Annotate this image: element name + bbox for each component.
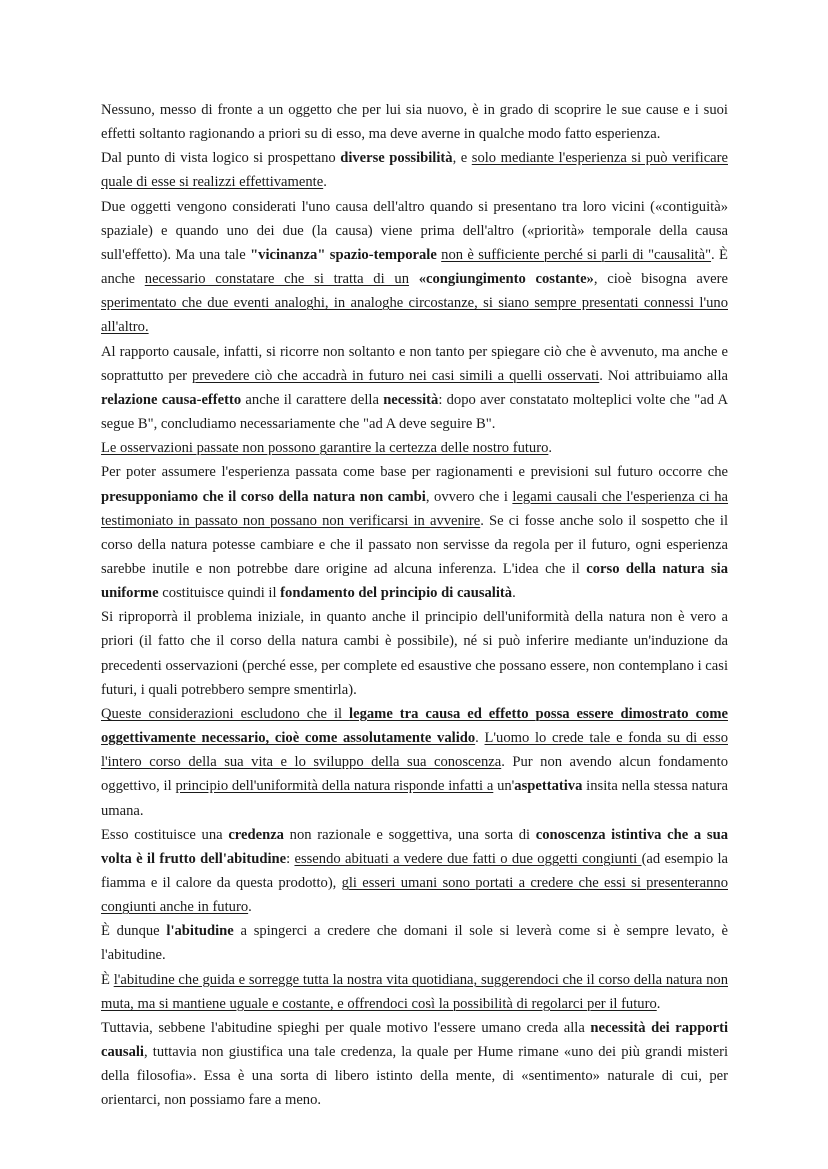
paragraph — [101, 919, 728, 967]
text-run: (ad esempio la fiamma e il calore da questa prodotto), — [101, 850, 728, 891]
text-run: , e — [452, 150, 472, 167]
emphasis-underlined-text: legame tra causa ed effetto possa essere dimostrato come oggettivamente necessario, cioè come assolutamente valido — [101, 705, 728, 747]
underlined-text: non è sufficiente perché si parli di "causalità" — [441, 246, 712, 263]
bold-text: aspettativa — [514, 778, 583, 795]
underlined-text: L'uomo lo crede tale e fonda su di esso l'intero corso della sua vita e lo sviluppo della sua conoscenza — [101, 730, 728, 771]
underlined-text: principio dell'uniformità della natura risponde infatti a — [175, 778, 494, 795]
text-run: : dopo aver constatato molteplici volte che "ad A segue B", concludiamo necessariamente che "ad A deve seguire B". — [101, 391, 729, 433]
text-run: . — [248, 899, 252, 916]
text-run: Si riproporrà il problema iniziale, in quanto anche il principio dell'uniformità della natura non è vero a priori (il fatto che il corso della natura cambi è possibile), né si può inferire mediante un'induzione da precedenti osservazioni (perché esse, per complete ed esaustive che possano essere, non contemplano i casi futuri, i quali potrebbero sempre smentirla). — [101, 609, 728, 698]
text-run: . — [475, 730, 485, 747]
paragraph — [101, 436, 728, 460]
underlined-text: legami causali che l'esperienza ci ha testimoniato in passato non possano non verificarsi in avvenire — [101, 488, 729, 529]
text-run: Nessuno, messo di fronte a un oggetto che per lui sia nuovo, è in grado di scoprire le sue cause e i suoi effetti soltanto ragionando a priori su di esso, ma deve averne in qualche modo fatto esperienza. — [101, 102, 728, 143]
paragraph — [101, 195, 728, 340]
text-run: . — [323, 174, 327, 191]
paragraph — [101, 702, 728, 823]
paragraph — [101, 823, 728, 920]
text-body — [101, 98, 728, 1113]
bold-text: "vicinanza" spazio-temporale — [250, 246, 437, 263]
text-run: Dal punto di vista logico si prospettano — [101, 150, 341, 167]
underlined-text: necessario constatare che si tratta di un — [144, 271, 409, 288]
underlined-text: essendo abituati a vedere due fatti o due oggetti congiunti — [294, 850, 642, 867]
text-run: : — [286, 850, 295, 867]
bold-text: presupponiamo che il corso della natura non cambi — [101, 488, 426, 505]
text-run: Per poter assumere l'esperienza passata come base per ragionamenti e previsioni sul futuro occorre che — [101, 464, 728, 481]
underlined-text: gli esseri umani sono portati a credere che essi si presenteranno congiunti anche in futuro — [101, 875, 728, 916]
underlined-text: l'abitudine che guida e sorregge tutta la nostra vita quotidiana, suggerendoci che il corso della natura non muta, ma si mantiene uguale e costante, e offrendoci così la possibilità di regolarci per il futuro — [101, 971, 728, 1012]
text-run: È dunque — [101, 923, 167, 940]
text-run: Due oggetti vengono considerati l'uno causa dell'altro quando si presentano tra loro vicini («contiguità» spaziale) e quando uno dei due (la causa) viene prima dell'altro («priorità» temporale della causa sull'effetto). Ma una tale — [101, 198, 728, 263]
underlined-text: Queste considerazioni escludono che il — [101, 705, 350, 722]
text-run: . Se ci fosse anche solo il sospetto che il corso della natura potesse cambiare e che il passato non servisse da regola per il futuro, ogni esperienza sarebbe inutile e non potrebbe dare origine ad alcuna inferenza. L'idea che il — [101, 512, 728, 577]
bold-text: diverse possibilità — [340, 150, 453, 167]
underlined-text: sperimentato che due eventi analoghi, in analoghe circostanze, si siano sempre presentati connessi l'uno all'altro. — [101, 295, 728, 336]
text-run: un' — [493, 778, 515, 795]
text-run: Esso costituisce una — [101, 826, 229, 843]
paragraph — [101, 968, 728, 1016]
bold-text: corso della natura sia uniforme — [101, 560, 728, 602]
paragraph — [101, 605, 728, 702]
text-run: , tuttavia non giustifica una tale credenza, la quale per Hume rimane «uno dei più grandi misteri della filosofia». Essa è una sorta di libero istinto della mente, di «sentimento» naturale di cui, per orientarci, non possiamo fare a meno. — [101, 1044, 728, 1109]
bold-text: fondamento del principio di causalità — [280, 585, 513, 602]
paragraph — [101, 98, 728, 146]
text-run: , cioè bisogna avere — [593, 271, 728, 288]
underlined-text: Le osservazioni passate non possono garantire la certezza delle nostro futuro — [101, 440, 549, 457]
text-run: a spingerci a credere che domani il sole si leverà come si è sempre levato, è l'abitudine. — [101, 923, 728, 964]
text-run: È — [101, 971, 114, 988]
bold-text: conoscenza istintiva che a sua volta è il frutto dell'abitudine — [101, 826, 728, 867]
text-run: , ovvero che i — [425, 488, 513, 505]
bold-text: relazione causa-effetto — [101, 391, 242, 408]
paragraph — [101, 1016, 728, 1113]
bold-text: necessità dei rapporti causali — [101, 1019, 728, 1061]
underlined-text: prevedere ciò che accadrà in futuro nei casi simili a quelli osservati — [192, 367, 600, 384]
text-run: Al rapporto causale, infatti, si ricorre non soltanto e non tanto per spiegare ciò che è avvenuto, ma anche e soprattutto per — [101, 343, 728, 384]
text-run: Tuttavia, sebbene l'abitudine spieghi per quale motivo l'essere umano creda alla — [101, 1019, 591, 1036]
text-run: . — [548, 440, 553, 457]
text-run: . Pur non avendo alcun fondamento oggettivo, il — [101, 754, 728, 795]
text-run: insita nella stessa natura umana. — [101, 778, 728, 819]
bold-text: credenza — [228, 826, 284, 843]
text-run — [409, 271, 419, 287]
text-run: anche il carattere della — [241, 391, 384, 408]
text-run: . Noi attribuiamo alla — [599, 367, 728, 384]
text-run: non razionale e soggettiva, una sorta di — [283, 826, 536, 843]
paragraph — [101, 146, 728, 194]
text-run: costituisce quindi il — [158, 585, 281, 602]
text-run: . — [512, 585, 516, 602]
paragraph — [101, 340, 728, 437]
text-run: . — [656, 995, 661, 1012]
paragraph — [101, 460, 728, 605]
underlined-text: solo mediante l'esperienza si può verificare quale di esse si realizzi effettivamente — [101, 150, 728, 191]
text-run: . È anche — [101, 246, 728, 288]
bold-text: necessità — [383, 391, 439, 408]
bold-text: «congiungimento costante» — [418, 271, 594, 288]
bold-text: l'abitudine — [166, 923, 234, 940]
